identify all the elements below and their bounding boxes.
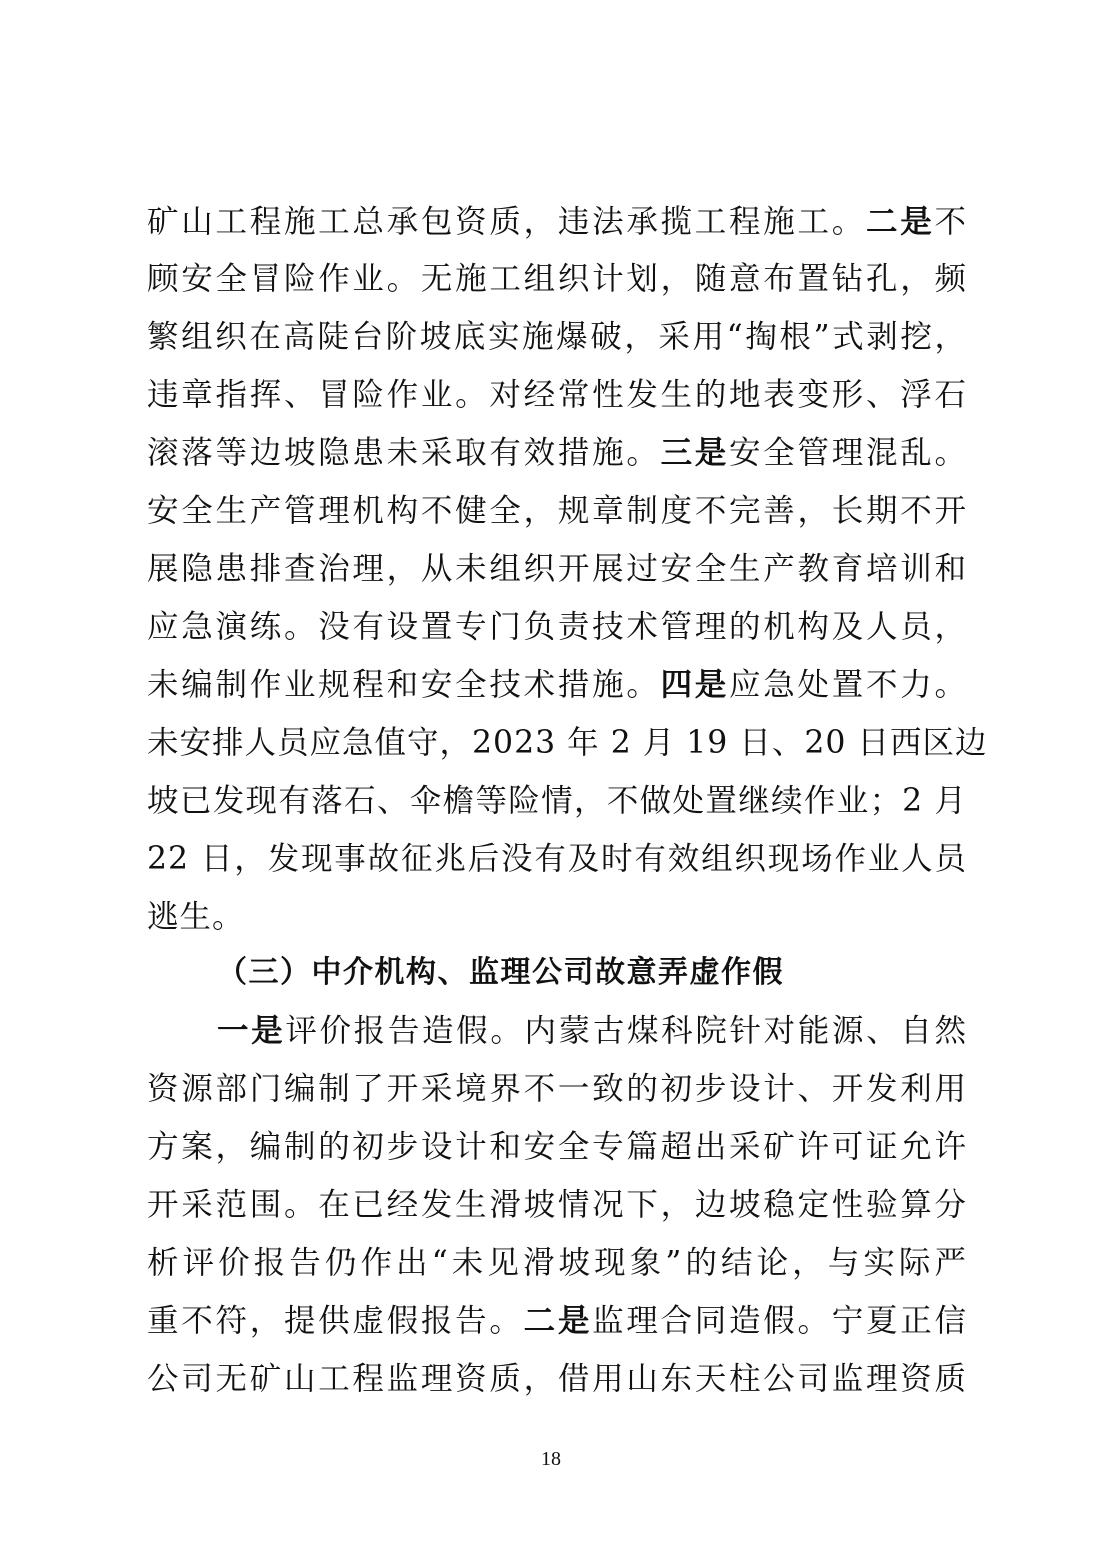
text-line <box>147 663 967 707</box>
text-segment: 评价报告造假。内蒙古煤科院针对能源、自然 <box>285 1013 967 1049</box>
text-segment: 未编制作业规程和安全技术措施。 <box>147 667 661 703</box>
text-line <box>147 1067 967 1111</box>
bold-keyword: 一是 <box>217 1013 286 1049</box>
text-segment: 滚落等边坡隐患未采取有效措施。 <box>147 435 661 471</box>
text-line <box>147 721 988 765</box>
text-segment: 重不符，提供虚假报告。 <box>147 1303 524 1339</box>
text-segment: 安全管理混乱。 <box>729 435 967 471</box>
text-line <box>147 1357 967 1401</box>
text-segment: 繁组织在高陡台阶坡底实施爆破，采用“掏根”式剥挖， <box>147 319 967 355</box>
text-line <box>147 895 967 939</box>
text-line <box>147 605 967 649</box>
text-line <box>147 837 967 881</box>
text-line <box>147 547 967 591</box>
text-line <box>147 1183 967 1227</box>
text-segment: 不 <box>934 204 967 240</box>
section-heading <box>217 951 967 995</box>
text-line <box>147 257 967 301</box>
text-segment: （三）中介机构、监理公司故意弄虚作假 <box>217 955 784 990</box>
text-segment: 安全生产管理机构不健全，规章制度不完善，长期不开 <box>147 493 967 529</box>
text-line <box>147 1241 967 1285</box>
text-segment: 矿山工程施工总承包资质，违法承揽工程施工。 <box>147 204 866 240</box>
text-segment: 监理合同造假。宁夏正信 <box>592 1303 967 1339</box>
text-line <box>147 315 967 359</box>
text-segment: 未安排人员应急值守，2023 年 2 月 19 日、20 日西区边 <box>147 725 988 761</box>
text-segment: 展隐患排查治理，从未组织开展过安全生产教育培训和 <box>147 551 967 587</box>
bold-keyword: 二是 <box>523 1303 593 1339</box>
bold-keyword: 二是 <box>865 204 935 240</box>
text-line <box>147 200 967 244</box>
text-line <box>147 373 967 417</box>
bold-keyword: 三是 <box>660 435 730 471</box>
text-segment: 公司无矿山工程监理资质，借用山东天柱公司监理资质 <box>147 1361 967 1397</box>
text-segment: 应急处置不力。 <box>729 667 967 703</box>
text-segment: 资源部门编制了开采境界不一致的初步设计、开发利用 <box>147 1071 967 1107</box>
text-segment: 坡已发现有落石、伞檐等险情，不做处置继续作业；2 月 <box>147 783 967 819</box>
text-segment: 顾安全冒险作业。无施工组织计划，随意布置钻孔，频 <box>147 261 967 297</box>
text-segment: 违章指挥、冒险作业。对经常性发生的地表变形、浮石 <box>147 377 967 413</box>
text-line <box>147 431 967 475</box>
text-segment: 方案，编制的初步设计和安全专篇超出采矿许可证允许 <box>147 1129 967 1165</box>
text-line <box>147 1299 967 1343</box>
text-segment: 逃生。 <box>147 899 245 935</box>
text-line <box>217 1009 967 1053</box>
text-segment: 析评价报告仍作出“未见滑坡现象”的结论，与实际严 <box>147 1245 967 1281</box>
text-segment: 开采范围。在已经发生滑坡情况下，边坡稳定性验算分 <box>147 1187 967 1223</box>
text-segment: 22 日，发现事故征兆后没有及时有效组织现场作业人员 <box>147 841 967 877</box>
text-line <box>147 779 967 823</box>
bold-keyword: 四是 <box>660 667 730 703</box>
text-line <box>147 1125 967 1169</box>
text-line <box>147 489 967 533</box>
page-number: 18 <box>541 1448 561 1470</box>
text-segment: 应急演练。没有设置专门负责技术管理的机构及人员， <box>147 609 967 645</box>
